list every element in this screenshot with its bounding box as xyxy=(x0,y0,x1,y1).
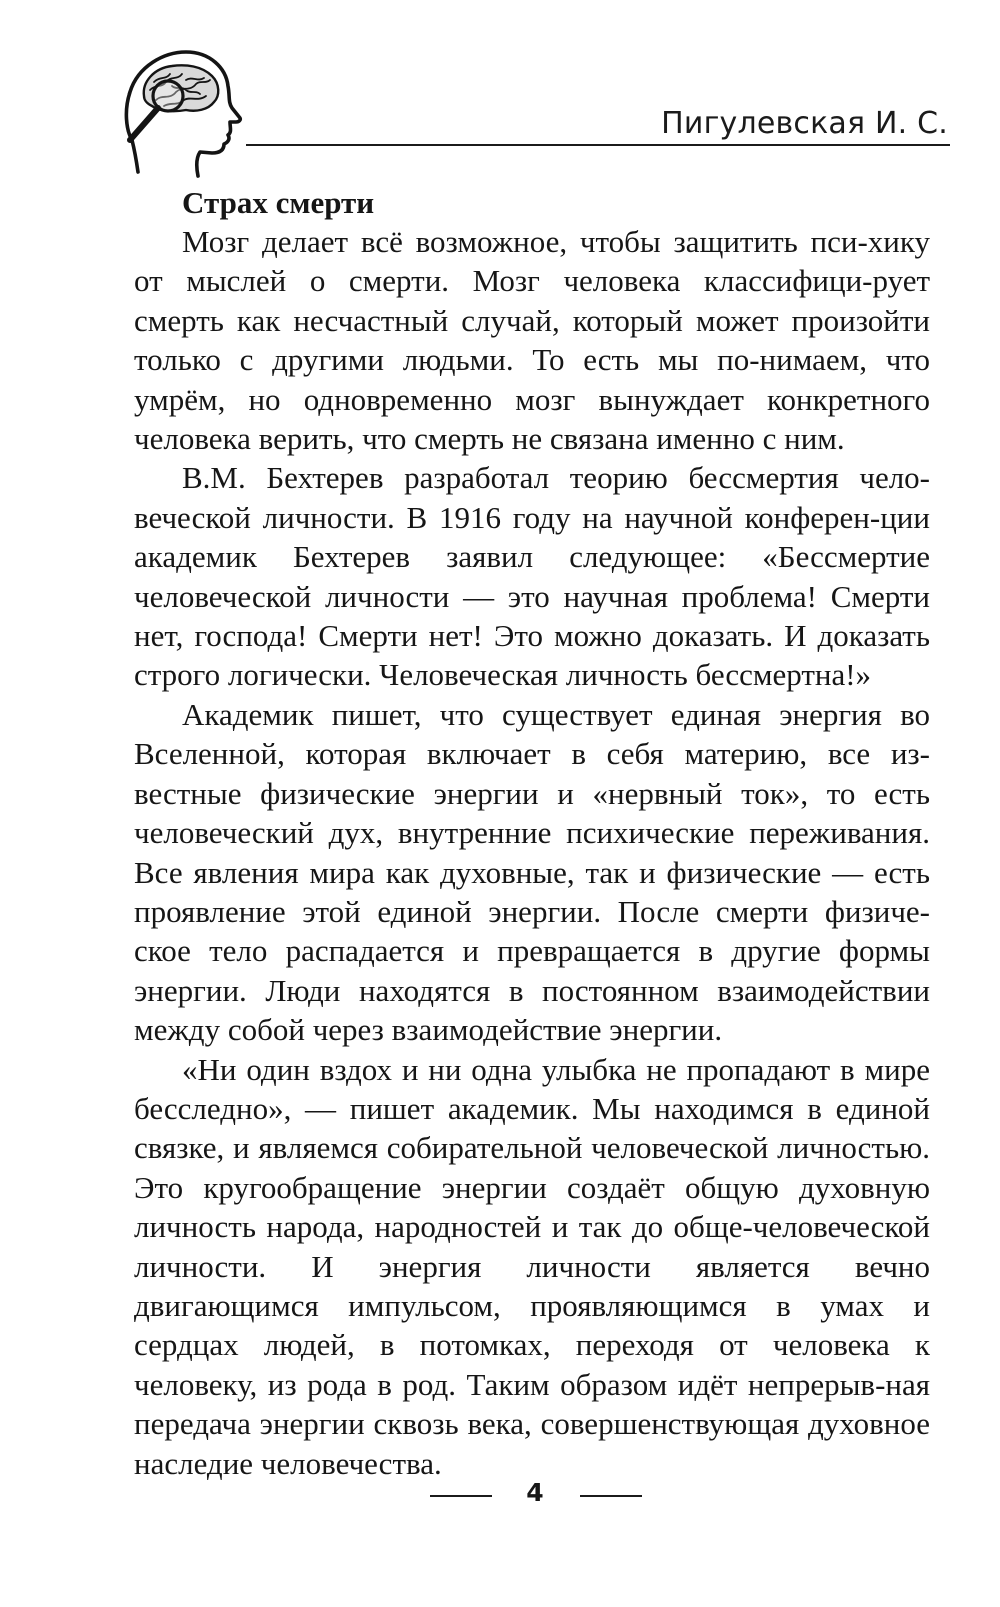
head-with-brain-magnifier-icon xyxy=(120,40,250,180)
page-number-rule-right xyxy=(580,1495,642,1497)
page-content xyxy=(134,184,930,1483)
page-number-rule-left xyxy=(430,1495,492,1497)
paragraph: Академик пишет, что существует единая энергия во Вселенной, которая включает в себя материю, все из-вестные физические энергии и «нервный ток», то есть человеческий дух, внутренние психические переживания. Все явления мира как духовные, так и физические — есть проявление этой единой энергии. После смерти физиче-ское тело распадается и превращается в другие формы энергии. Люди находятся в постоянном взаимодействии между собой через взаимодействие энергии. xyxy=(134,696,930,1048)
paragraph: «Ни один вздох и ни одна улыбка не пропадают в мире бесследно», — пишет академик. Мы находимся в единой связке, и являемся собирательной человеческой личностью. Это кругообращение энергии создаёт общую духовную личность народа, народностей и так до обще-человеческой личности. И энергия личности является вечно двигающимся импульсом, проявляющимся в умах и сердцах людей, в потомках, переходя от человека к человеку, из рода в род. Таким образом идёт непрерыв-ная передача энергии сквозь века, совершенствующая духовное наследие человечества. xyxy=(134,1051,930,1481)
header-rule xyxy=(246,144,950,146)
running-header-author: Пигулевская И. С. xyxy=(661,106,948,141)
paragraph: Мозг делает всё возможное, чтобы защитить пси-хику от мыслей о смерти. Мозг человека классифици-рует смерть как несчастный случай, который может произойти только с другими людьми. То есть мы по-нимаем, что умрём, но одновременно мозг вынуждает конкретного человека верить, что смерть не связана именно с ним. xyxy=(134,224,930,457)
page-number: 4 xyxy=(526,1478,544,1507)
page-footer xyxy=(0,1478,1000,1512)
paragraph: В.М. Бехтерев разработал теорию бессмертия чело-веческой личности. В 1916 году на научной конферен-ции академик Бехтерев заявил следующее: «Бессмертие человеческой личности — это научная проблема! Смерти нет, господа! Смерти нет! Это можно доказать. И доказать строго логически. Человеческая личность бессмертна!» xyxy=(134,460,930,693)
section-title: Страх смерти xyxy=(182,185,375,220)
